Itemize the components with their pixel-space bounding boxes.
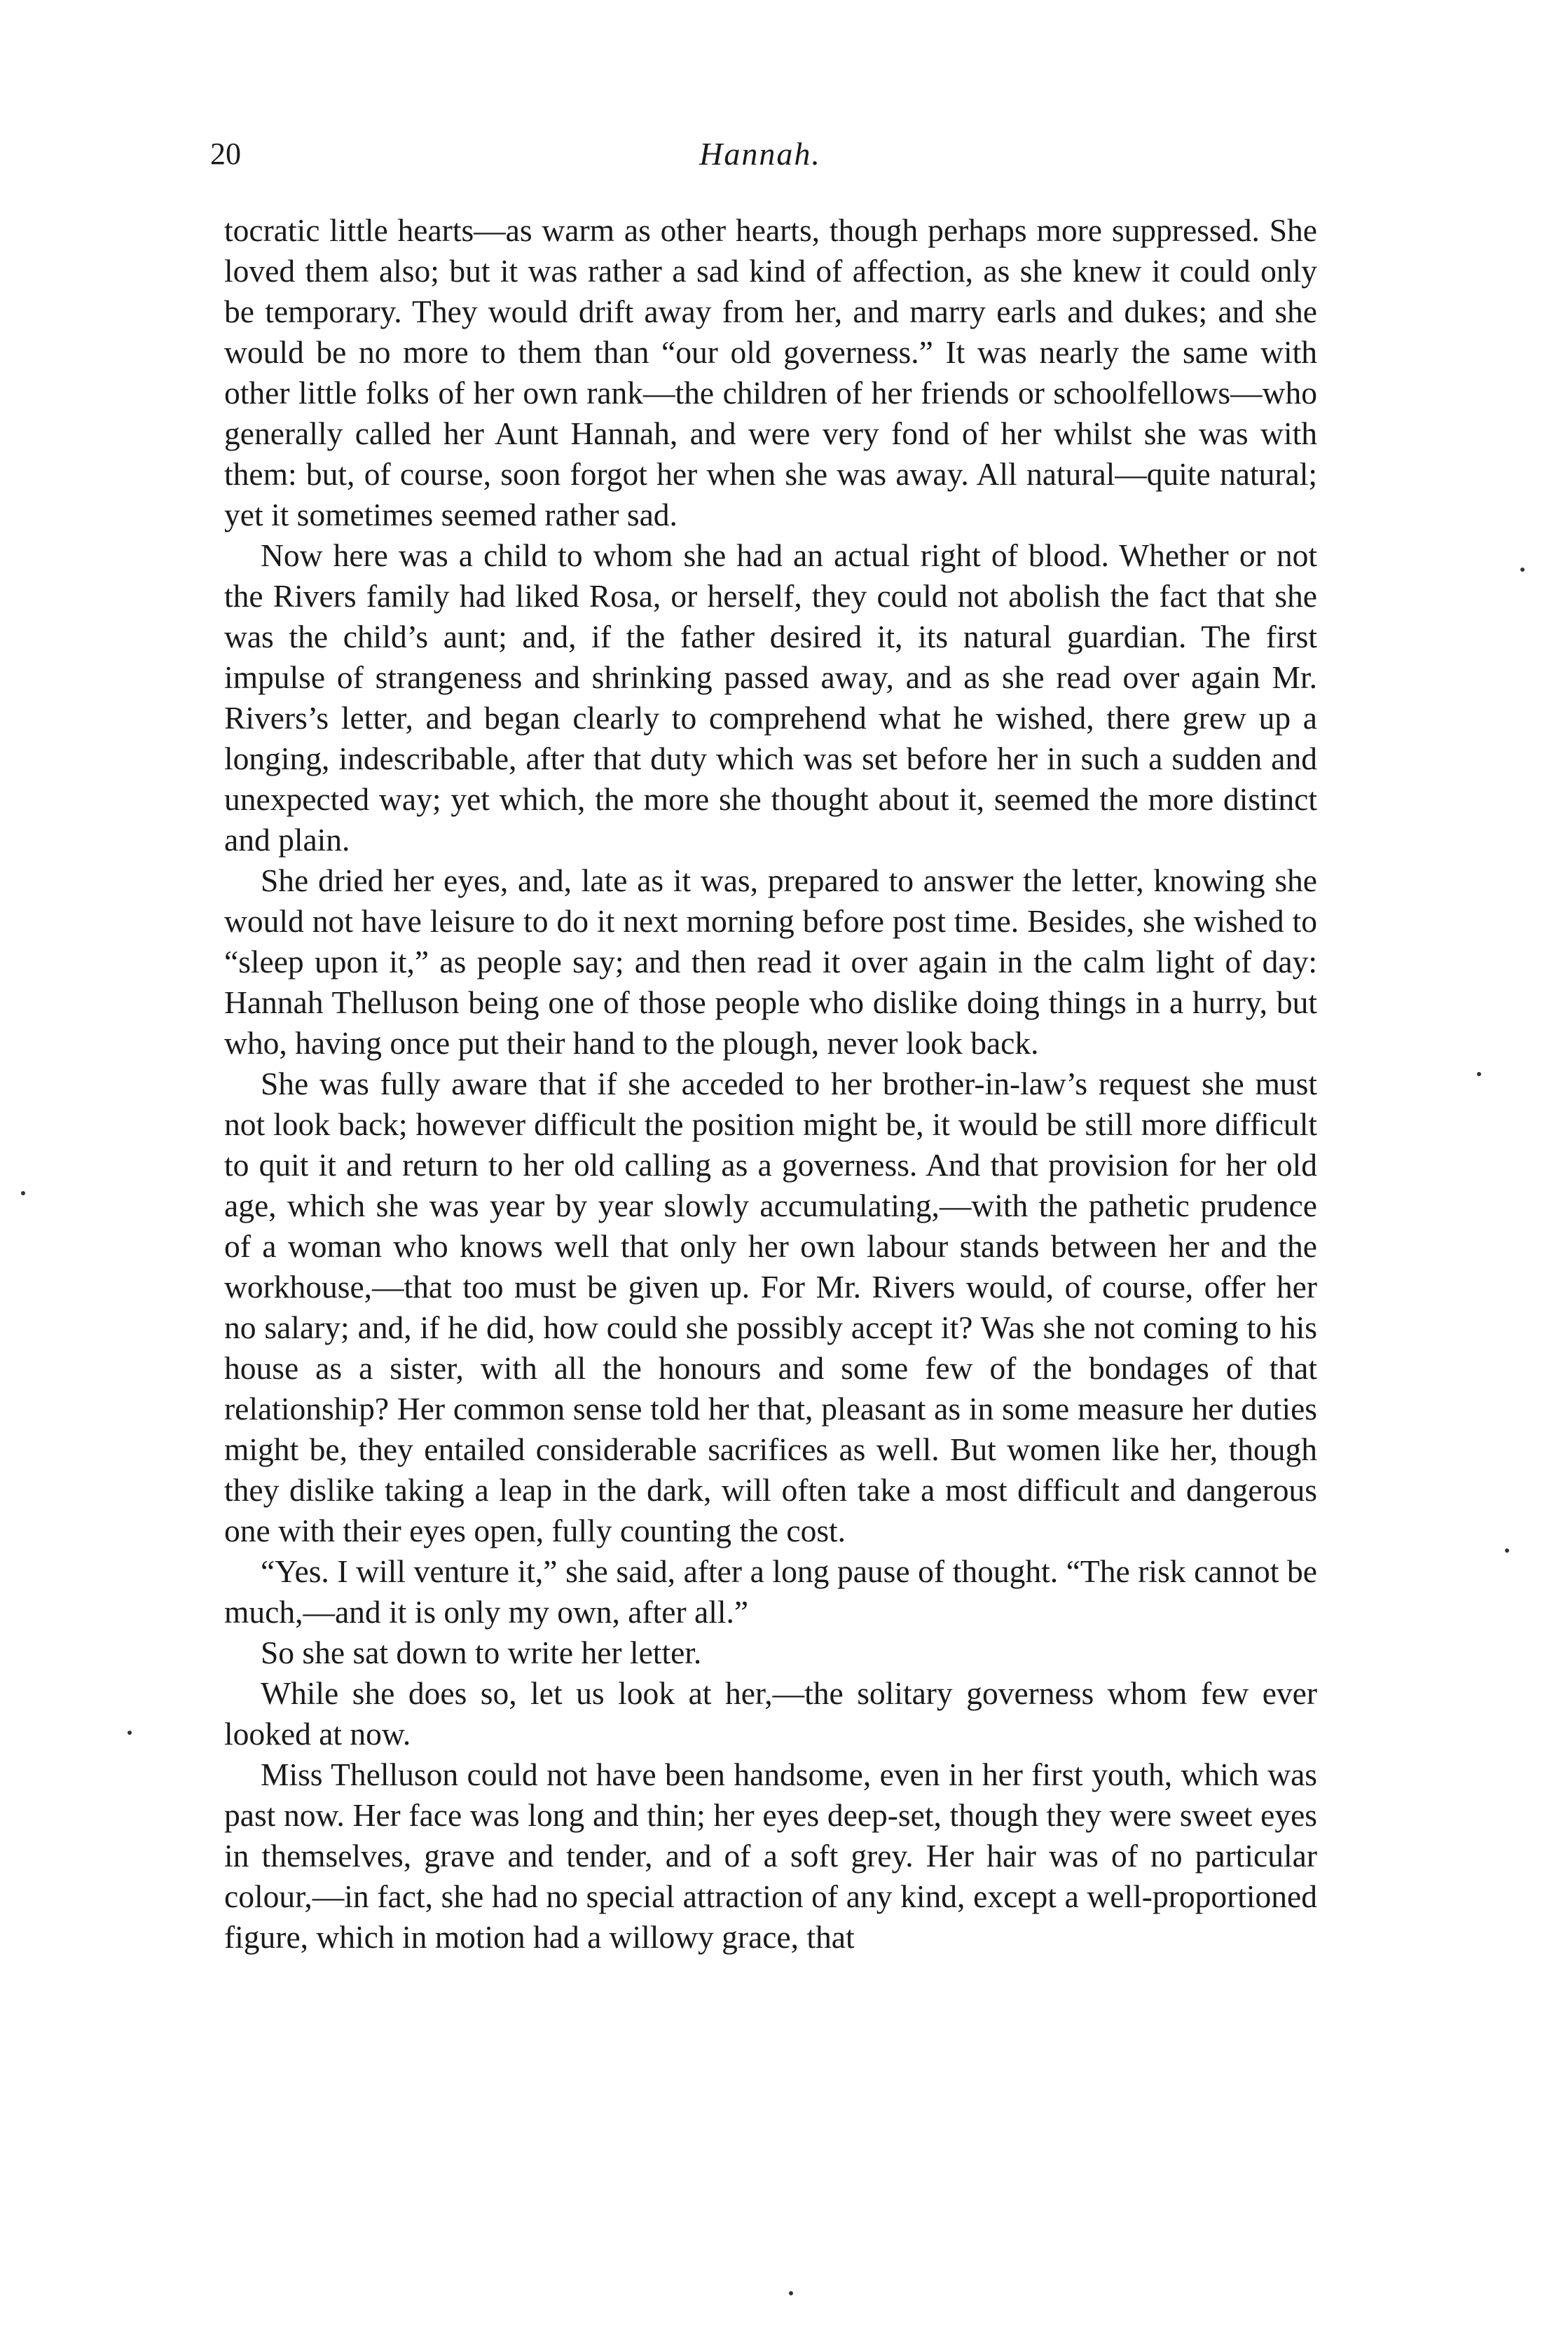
paragraph: “Yes. I will venture it,” she said, after a long pause of thought. “The risk cannot be much,—and it is only my own, after all.”	[224, 1553, 1317, 1630]
paragraph: While she does so, let us look at her,—the solitary governess whom few ever looked at now.	[224, 1675, 1317, 1752]
body-text	[224, 210, 1317, 1958]
paragraph: She dried her eyes, and, late as it was, prepared to answer the letter, knowing she would not have leisure to do it next morning before post time. Besides, she wished to “sleep upon it,” as people say; and then read it over again in the calm light of day: Hannah Thelluson being one of those people who dislike doing things in a hurry, but who, having once put their hand to the plough, never look back.	[224, 863, 1317, 1061]
print-speck	[1520, 568, 1525, 572]
paragraph: Now here was a child to whom she had an actual right of blood. Whether or not the Rivers family had liked Rosa, or herself, they could not abolish the fact that she was the child’s aunt; and, if the father desired it, its natural guardian. The first impulse of strangeness and shrinking passed away, and as she read over again Mr. Rivers’s letter, and began clearly to comprehend what he wished, there grew up a longing, indescribable, after that duty which was set before her in such a sudden and unexpected way; yet which, the more she thought about it, seemed the more distinct and plain.	[224, 537, 1317, 858]
paragraph: She was fully aware that if she acceded to her brother-in-law’s request she must not look back; however difficult the position might be, it would be still more difficult to quit it and return to her old calling as a governess. And that provision for her old age, which she was year by year slowly accumulating,—with the pathetic prudence of a woman who knows well that only her own labour stands between her and the workhouse,—that too must be given up. For Mr. Rivers would, of course, offer her no salary; and, if he did, how could she possibly accept it? Was she not coming to his house as a sister, with all the honours and some few of the bondages of that relationship? Her common sense told her that, pleasant as in some measure her duties might be, they entailed considerable sacrifices as well. But women like her, though they dislike taking a leap in the dark, will often take a most difficult and dangerous one with their eyes open, fully counting the cost.	[224, 1066, 1317, 1548]
print-speck	[128, 1731, 132, 1735]
page-header	[210, 133, 1310, 182]
paragraph: So she sat down to write her letter.	[261, 1635, 702, 1670]
print-speck	[789, 2291, 793, 2295]
page-number: 20	[210, 137, 241, 171]
print-speck	[1505, 1548, 1509, 1553]
running-title: Hannah.	[699, 136, 821, 172]
paragraph: Miss Thelluson could not have been handsome, even in her first youth, which was past now. Her face was long and thin; her eyes deep-set, though they were sweet eyes in themselves, grave and tender, and of a soft grey. Her hair was of no particular colour,—in fact, she had no special attraction of any kind, except a well-proportioned figure, which in motion had a willowy grace, that	[224, 1757, 1317, 1955]
print-speck	[1477, 1072, 1481, 1076]
print-speck	[21, 1191, 25, 1195]
paragraph: tocratic little hearts—as warm as other hearts, though perhaps more suppressed. She loved them also; but it was rather a sad kind of affection, as she knew it could only be temporary. They would drift away from her, and marry earls and dukes; and she would be no more to them than “our old governess.” It was nearly the same with other little folks of her own rank—the children of her friends or schoolfellows—who generally called her Aunt Hannah, and were very fond of her whilst she was with them: but, of course, soon forgot her when she was away. All natural—quite natural; yet it sometimes seemed rather sad.	[224, 212, 1317, 532]
